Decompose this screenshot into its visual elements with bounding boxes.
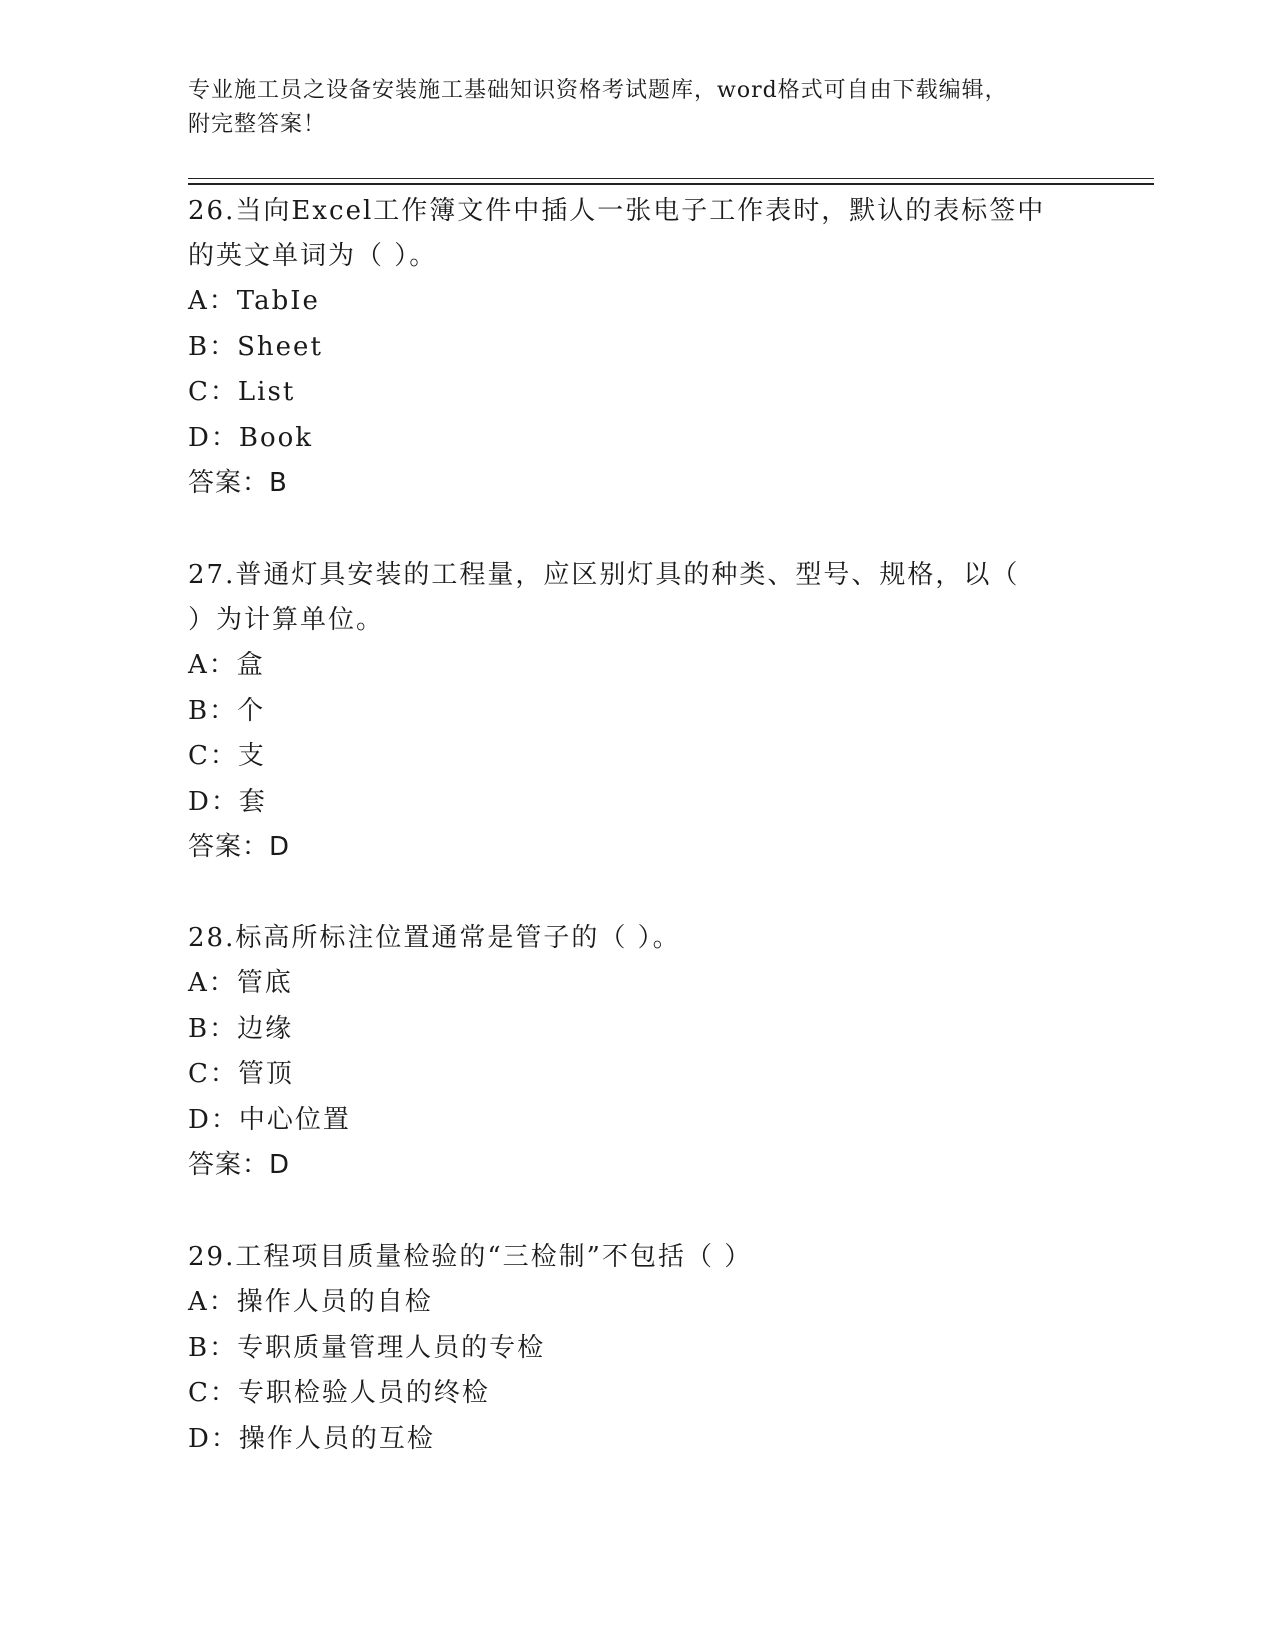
- option-b: [188, 689, 1088, 735]
- answer-line: 答案：D: [188, 832, 291, 862]
- option-text: 中心位置: [238, 1104, 351, 1135]
- option-a: [188, 1280, 1088, 1326]
- question-26: [188, 189, 1088, 506]
- option-label: D：: [188, 786, 239, 817]
- option-text: 盒: [236, 650, 265, 680]
- option-label: A：: [188, 1287, 237, 1317]
- document-header: [188, 74, 1088, 142]
- option-c: [188, 1052, 1088, 1098]
- option-label: C：: [188, 1059, 238, 1089]
- header-line-1: 专业施工员之设备安装施工基础知识资格考试题库，word格式可自由下载编辑，: [188, 78, 1008, 103]
- answer-line: 答案：B: [188, 468, 288, 498]
- question-text: [188, 553, 1088, 598]
- question-number: 27.: [188, 560, 236, 590]
- option-a: [188, 279, 1088, 325]
- option-label: C：: [188, 741, 238, 771]
- option-label: C：: [188, 377, 238, 407]
- option-c: [188, 1371, 1088, 1417]
- option-text: 管底: [236, 968, 293, 998]
- option-a: [188, 961, 1088, 1007]
- question-29: [188, 1235, 1088, 1462]
- question-text-line-1: 当向Excel工作簿文件中插人一张电子工作表时，默认的表标签中: [235, 196, 1046, 226]
- option-d: [188, 416, 1088, 462]
- option-text: List: [237, 377, 296, 407]
- option-text: 支: [237, 741, 266, 771]
- option-d: [188, 780, 1088, 826]
- option-text: TabIe: [236, 286, 320, 316]
- option-b: [188, 1326, 1088, 1372]
- option-label: A：: [188, 286, 237, 316]
- question-number: 29.: [188, 1242, 236, 1272]
- header-rule-thick: [188, 183, 1154, 185]
- question-text: [188, 189, 1088, 234]
- option-c: [188, 370, 1088, 416]
- option-label: D：: [188, 422, 239, 453]
- option-b: [188, 325, 1088, 371]
- option-d: [188, 1098, 1088, 1144]
- option-label: B：: [188, 1013, 238, 1044]
- question-number: 26.: [188, 196, 236, 226]
- question-text-line-2: ）为计算单位。: [188, 605, 385, 635]
- option-label: D：: [188, 1104, 239, 1135]
- option-text: 套: [238, 786, 267, 817]
- header-rule-thin: [188, 178, 1154, 179]
- option-label: B：: [188, 331, 238, 362]
- option-label: A：: [188, 650, 237, 680]
- header-line-2: 附完整答案！: [188, 112, 327, 137]
- question-text-line-1: 工程项目质量检验的“三检制”不包括（ ）: [235, 1242, 753, 1272]
- option-text: Sheet: [237, 331, 323, 362]
- question-text-line-1: 标高所标注位置通常是管子的（ ）。: [235, 923, 681, 953]
- question-text-line-2: 的英文单词为（ ）。: [188, 241, 438, 271]
- option-text: Book: [238, 422, 314, 453]
- option-d: [188, 1417, 1088, 1463]
- option-text: 管顶: [237, 1059, 294, 1089]
- option-text: 边缘: [237, 1013, 294, 1044]
- option-text: 操作人员的自检: [236, 1287, 433, 1317]
- option-c: [188, 734, 1088, 780]
- option-text: 专职检验人员的终检: [237, 1378, 490, 1408]
- question-28: [188, 916, 1088, 1188]
- option-b: [188, 1007, 1088, 1053]
- question-text-line-1: 普通灯具安装的工程量，应区别灯具的种类、型号、规格，以（: [235, 560, 1020, 590]
- option-text: 操作人员的互检: [238, 1423, 435, 1454]
- option-label: D：: [188, 1423, 239, 1454]
- answer-line: 答案：D: [188, 1150, 291, 1180]
- question-number: 28.: [188, 923, 236, 953]
- question-text: [188, 1235, 1088, 1280]
- option-label: B：: [188, 1332, 238, 1363]
- option-text: 专职质量管理人员的专检: [237, 1332, 546, 1363]
- option-label: B：: [188, 695, 238, 726]
- option-label: C：: [188, 1378, 238, 1408]
- option-label: A：: [188, 968, 237, 998]
- question-text: [188, 916, 1088, 961]
- option-text: 个: [237, 695, 266, 726]
- question-27: [188, 553, 1088, 870]
- option-a: [188, 643, 1088, 689]
